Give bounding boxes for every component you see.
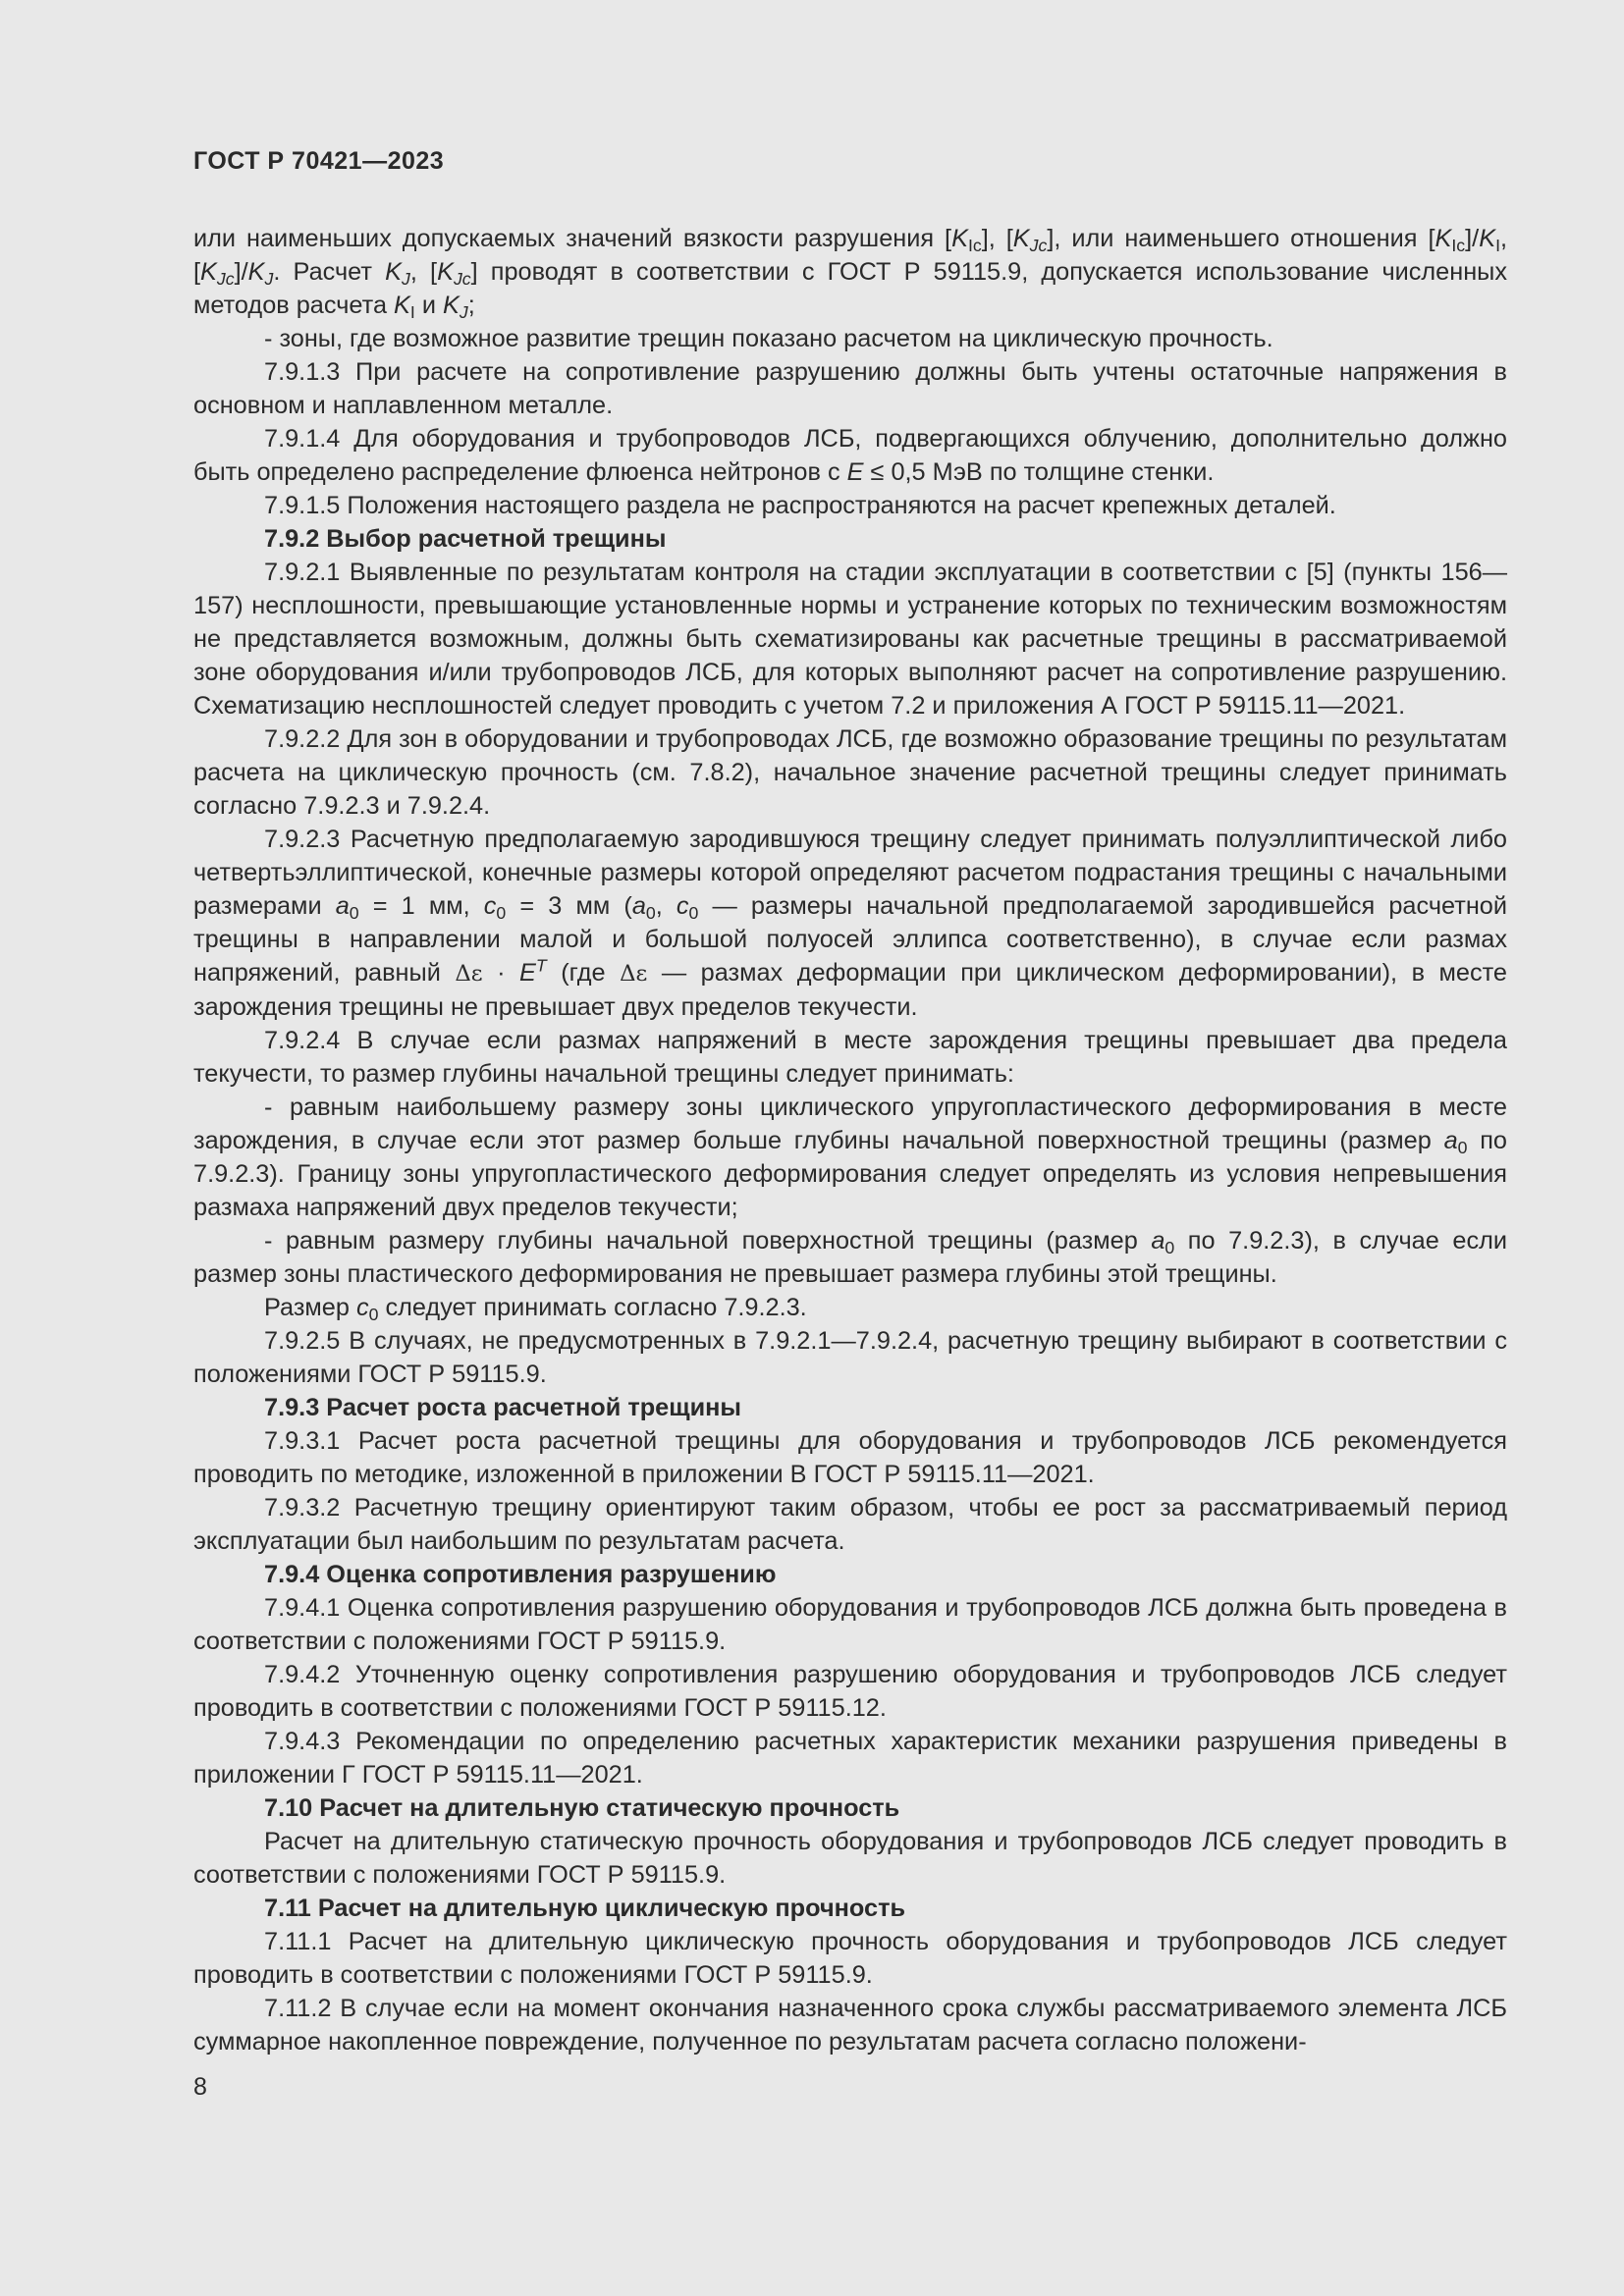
clause-7-9-3-1: 7.9.3.1 Расчет роста расчетной трещины для оборудования и трубопроводов ЛСБ рекомендуется проводить по методике, изложенной в приложении В ГОСТ Р 59115.11—2021. [193,1427,1507,1488]
list-item: - зоны, где возможное развитие трещин показано расчетом на циклическую прочность. [264,325,1273,352]
clause-7-9-2-3: 7.9.2.3 Расчетную предполагаемую зародившуюся трещину следует принимать полуэллиптической либо четвертьэллиптической, конечные размеры которой определяют расчетом подрастания трещины с начальными размерами $a_0 = 1$ мм, $c_0 = 3$ мм ($a_0$, $c_0$ — размеры начальной предполагаемой зародившейся расчетной трещины в направлении малой и большой полуосей эллипса соответственно), в случае если размах напряжений, равный $\Delta\varepsilon \cdot E^T$ (где Δε — размах деформации при циклическом деформировании), в месте зарождения трещины не превышает двух пределов текучести. [193,826,1507,1021]
clause-7-11-2: 7.11.2 В случае если на момент окончания назначенного срока службы рассматриваемого элемента ЛСБ суммарное накопленное повреждение, полученное по результатам расчета согласно положени- [193,1995,1507,2056]
section-heading-7-11: 7.11 Расчет на длительную циклическую прочность [264,1895,906,1922]
clause-7-9-1-5: 7.9.1.5 Положения настоящего раздела не распространяются на расчет крепежных деталей. [264,492,1336,519]
list-item: - равным наибольшему размеру зоны циклического упругопластического деформирования в месте зарождения, в случае если этот размер больше глубины начальной поверхностной трещины (размер $a_0$ по 7.9.2.3). Границу зоны упругопластического деформирования следует определять из условия непревышения размаха напряжений двух пределов текучести; [193,1094,1507,1221]
clause-7-9-2-1: 7.9.2.1 Выявленные по результатам контроля на стадии эксплуатации в соответствии с [5] (пункты 156—157) несплошности, превышающие установленные нормы и устранение которых по техническим возможностям не представляется возможным, должны быть схематизированы как расчетные трещины в рассматриваемой зоне оборудования и/или трубопроводов ЛСБ, для которых выполняют расчет на сопротивление разрушению. Схематизацию несплошностей следует проводить с учетом 7.2 и приложения А ГОСТ Р 59115.11—2021. [193,559,1507,720]
paragraph: или наименьших допускаемых значений вязкости разрушения $[K_{Ic}]$, $[K_{Jc}]$, или наименьшего отношения $[K_{Ic}]/K_I$, $[K_{Jc}]/K_J$. Расчет $K_J$, $[K_{Jc}]$ проводят в соответствии с ГОСТ Р 59115.9, допускается использование численных методов расчета $K_I$ и $K_J$; [193,225,1508,322]
section-heading-7-10: 7.10 Расчет на длительную статическую прочность [264,1794,900,1822]
paragraph: Расчет на длительную статическую прочность оборудования и трубопроводов ЛСБ следует проводить в соответствии с положениями ГОСТ Р 59115.9. [193,1828,1507,1889]
clause-7-9-2-2: 7.9.2.2 Для зон в оборудовании и трубопроводах ЛСБ, где возможно образование трещины по результатам расчета на циклическую прочность (см. 7.8.2), начальное значение расчетной трещины следует принимать согласно 7.9.2.3 и 7.9.2.4. [193,725,1507,820]
clause-7-9-1-4: 7.9.1.4 Для оборудования и трубопроводов ЛСБ, подвергающихся облучению, дополнительно должно быть определено распределение флюенса нейтронов с E ≤ 0,5 МэВ по толщине стенки. [193,425,1507,486]
clause-7-9-2-4: 7.9.2.4 В случае если размах напряжений в месте зарождения трещины превышает два предела текучести, то размер глубины начальной трещины следует принимать: [193,1027,1507,1088]
section-heading-7-9-4: 7.9.4 Оценка сопротивления разрушению [264,1561,777,1588]
document-body [193,222,1507,2058]
clause-7-9-3-2: 7.9.3.2 Расчетную трещину ориентируют таким образом, чтобы ее рост за рассматриваемый период эксплуатации был наибольшим по результатам расчета. [193,1494,1507,1555]
paragraph: Размер $c_0$ следует принимать согласно 7.9.2.3. [264,1294,807,1324]
section-heading-7-9-3: 7.9.3 Расчет роста расчетной трещины [264,1394,742,1421]
page-number: 8 [193,2073,207,2101]
clause-7-9-1-3: 7.9.1.3 При расчете на сопротивление разрушению должны быть учтены остаточные напряжения в основном и наплавленном металле. [193,358,1507,419]
clause-7-9-4-2: 7.9.4.2 Уточненную оценку сопротивления разрушению оборудования и трубопроводов ЛСБ следует проводить в соответствии с положениями ГОСТ Р 59115.12. [193,1661,1507,1722]
clause-7-11-1: 7.11.1 Расчет на длительную циклическую прочность оборудования и трубопроводов ЛСБ следует проводить в соответствии с положениями ГОСТ Р 59115.9. [193,1928,1507,1989]
clause-7-9-4-3: 7.9.4.3 Рекомендации по определению расчетных характеристик механики разрушения приведены в приложении Г ГОСТ Р 59115.11—2021. [193,1728,1507,1789]
section-heading-7-9-2: 7.9.2 Выбор расчетной трещины [264,525,667,553]
clause-7-9-4-1: 7.9.4.1 Оценка сопротивления разрушению оборудования и трубопроводов ЛСБ должна быть проведена в соответствии с положениями ГОСТ Р 59115.9. [193,1594,1507,1655]
list-item: - равным размеру глубины начальной поверхностной трещины (размер $a_0$ по 7.9.2.3), в случае если размер зоны пластического деформирования не превышает размера глубины этой трещины. [193,1227,1507,1288]
clause-7-9-2-5: 7.9.2.5 В случаях, не предусмотренных в 7.9.2.1—7.9.2.4, расчетную трещину выбирают в соответствии с положениями ГОСТ Р 59115.9. [193,1327,1507,1388]
page-header: ГОСТ Р 70421—2023 [193,147,445,175]
